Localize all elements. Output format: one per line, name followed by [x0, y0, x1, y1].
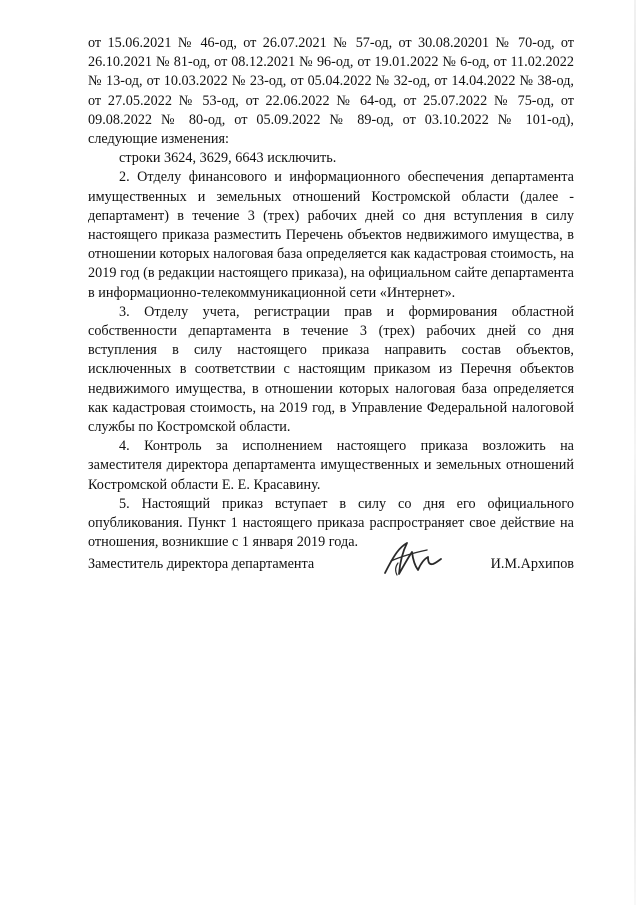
rows-exclusion-paragraph: строки 3624, 3629, 6643 исключить.	[119, 150, 337, 167]
amendment-dates-paragraph: от 15.06.2021 № 46-од, от 26.07.2021 № 57-од, от 30.08.20201 № 70-од, от 26.10.2021 № 81-од, от 08.12.2021 № 96-од, от 19.01.2022 № 6-од, от 11.02.2022 № 13-од, от 10.03.2022 № 23-од, от 05.04.2022 № 32-од, от 14.04.2022 № 38-од, от 27.05.2022 № 53-од, от 22.06.2022 № 64-од, от 25.07.2022 № 75-од, от 09.08.2022 № 80-од, от 05.09.2022 № 89-од, от 03.10.2022 № 101-од), следующие изменения:	[88, 35, 574, 148]
paragraph-2: 2. Отделу финансового и информационного обеспечения департамента имущественных и земельных отношений Костромской области (далее - департамент) в течение 3 (трех) рабочих дней со дня вступления в силу настоящего приказа разместить Перечень объектов недвижимого имущества, в отношении которых налоговая база определяется как кадастровая стоимость, на 2019 год (в редакции настоящего приказа), на официальном сайте департамента в информационно-телекоммуникационной сети «Интернет».	[88, 169, 574, 301]
paragraph-3: 3. Отделу учета, регистрации прав и формирования областной собственности департамента в течение 3 (трех) рабочих дней со дня вступления в силу настоящего приказа направить состав объектов, исключенных в соответствии с настоящим приказом из Перечня объектов недвижимого имущества, в отношении которых налоговая база определяется как кадастровая стоимость, на 2019 год, в Управление Федеральной налоговой службы по Костромской области.	[88, 303, 574, 436]
document-body	[88, 34, 574, 552]
signatory-name: И.М.Архипов	[490, 556, 574, 572]
paragraph-5: 5. Настоящий приказ вступает в силу со дня его официального опубликования. Пункт 1 настоящего приказа распространяет свое действие на отношения, возникшие с 1 января 2019 года.	[88, 495, 574, 551]
handwritten-signature	[377, 539, 443, 581]
signature-block	[88, 551, 574, 581]
signatory-position: Заместитель директора департамента	[88, 556, 315, 572]
scan-edge-line	[634, 0, 636, 905]
paragraph-4: 4. Контроль за исполнением настоящего приказа возложить на заместителя директора департамента имущественных и земельных отношений Костромской области Е. Е. Красавину.	[88, 438, 574, 493]
